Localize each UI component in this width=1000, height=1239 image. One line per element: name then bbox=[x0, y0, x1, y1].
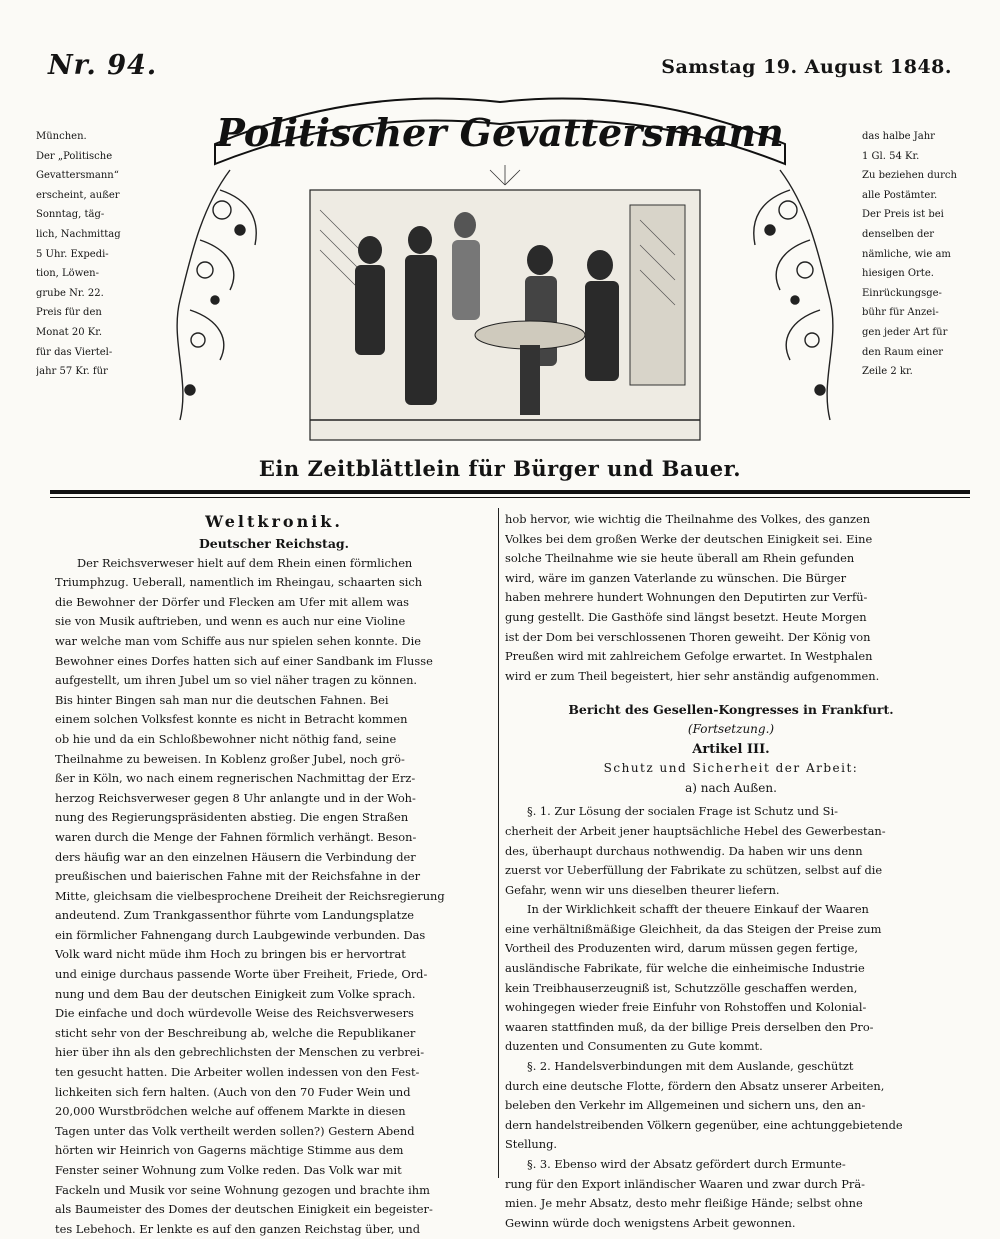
text-line: Fackeln und Musik vor seine Wohnung gezogen und brachte ihm bbox=[55, 1182, 430, 1197]
text-line: dern handelstreibenden Völkern gegenüber, eine achtunggebietende bbox=[505, 1117, 903, 1132]
text-line: Die einfache und doch würdevolle Weise des Reichsverwesers bbox=[55, 1006, 414, 1021]
issue-date: Samstag 19. August 1848. bbox=[661, 56, 952, 78]
text-line: mien. Je mehr Absatz, desto mehr fleißige Hände; selbst ohne bbox=[505, 1196, 863, 1211]
woodcut-illustration bbox=[160, 150, 850, 450]
text-line: haben mehrere hundert Wohnungen den Deputirten zur Verfü- bbox=[505, 590, 868, 605]
text-line: Gefahr, wenn wir uns dieselben theurer liefern. bbox=[505, 882, 780, 897]
masthead-subtitle: Ein Zeitblättlein für Bürger und Bauer. bbox=[258, 456, 742, 481]
notice-line: Der Preis ist bei bbox=[862, 209, 944, 221]
text-line: kein Treibhauserzeugniß ist, Schutzzölle geschaffen werden, bbox=[505, 980, 858, 995]
text-line: ein förmlicher Fahnengang durch Laubgewinde verbunden. Das bbox=[55, 927, 426, 942]
text-line: eine verhältnißmäßige Gleichheit, da das Steigen der Preise zum bbox=[505, 921, 882, 936]
notice-line: bühr für Anzei- bbox=[862, 307, 939, 319]
text-line: solche Theilnahme wie sie heute überall am Rhein gefunden bbox=[505, 551, 855, 566]
text-line: beleben den Verkehr im Allgemeinen und sichern uns, den an- bbox=[505, 1098, 866, 1113]
notice-line: Sonntag, täg- bbox=[36, 209, 105, 221]
text-line: wird, wäre im ganzen Vaterlande zu wünschen. Die Bürger bbox=[505, 570, 847, 585]
header-rule-thin bbox=[50, 497, 970, 498]
text-line: wird er zum Theil begeistert, hier sehr anständig aufgenommen. bbox=[505, 668, 880, 683]
text-line: die Bewohner der Dörfer und Flecken am Ufer mit allem was bbox=[55, 594, 410, 609]
text-line: und einige durchaus passende Worte über Freiheit, Friede, Ord- bbox=[55, 967, 428, 982]
text-line: tes Lebehoch. Er lenkte es auf den ganzen Reichstag über, und bbox=[55, 1221, 421, 1236]
article-subtitle: a) nach Außen. bbox=[685, 780, 777, 795]
text-line: Theilnahme zu beweisen. In Koblenz großer Jubel, noch grö- bbox=[55, 751, 405, 766]
text-line: sie von Musik auftrieben, und wenn es auch nur eine Violine bbox=[55, 614, 406, 629]
notice-line: 5 Uhr. Expedi- bbox=[36, 248, 109, 260]
text-line: preußischen und baierischen Fahne mit der Reichsfahne in der bbox=[55, 869, 421, 884]
text-line: Bis hinter Bingen sah man nur die deutschen Fahnen. Bei bbox=[55, 692, 389, 707]
article-continuation bbox=[505, 510, 957, 686]
report-heading: Bericht des Gesellen-Kongresses in Frankfurt. bbox=[568, 702, 894, 718]
text-line: cherheit der Arbeit jener hauptsächliche Hebel des Gewerbestan- bbox=[505, 823, 886, 838]
text-line: §. 1. Zur Lösung der socialen Frage ist Schutz und Si- bbox=[527, 804, 838, 819]
text-line: waren durch die Menge der Fahnen förmlich verhängt. Beson- bbox=[55, 829, 417, 844]
text-line: zuerst vor Ueberfüllung der Fabrikate zu schützen, selbst auf die bbox=[505, 863, 883, 878]
text-line: Mitte, gleichsam die vielbesprochene Dreiheit der Reichsregierung bbox=[55, 888, 445, 903]
section-subheading: Deutscher Reichstag. bbox=[198, 536, 350, 551]
text-line: nung und dem Bau der deutschen Einigkeit zum Volke sprach. bbox=[55, 986, 416, 1001]
text-line: des, überhaupt durchaus nothwendig. Da haben wir uns denn bbox=[505, 843, 863, 858]
section-heading: Weltkronik. bbox=[205, 512, 343, 531]
text-line: einem solchen Volksfest konnte es nicht in Betracht kommen bbox=[55, 712, 408, 727]
notice-line: Einrückungsge- bbox=[862, 287, 942, 299]
notice-line: denselben der bbox=[862, 228, 935, 240]
text-line: war welche man vom Schiffe aus nur spielen sehen konnte. Die bbox=[55, 633, 422, 648]
notice-line: Zeile 2 kr. bbox=[862, 366, 913, 378]
notice-line: Preis für den bbox=[36, 307, 102, 319]
column-right bbox=[505, 510, 957, 1233]
notice-line: Monat 20 Kr. bbox=[36, 326, 103, 338]
text-line: lichkeiten sich fern halten. (Auch von den 70 Fuder Wein und bbox=[55, 1084, 411, 1099]
notice-line: Der „Politische bbox=[36, 150, 113, 162]
table bbox=[475, 321, 585, 349]
notice-line: hiesigen Orte. bbox=[862, 268, 934, 280]
notice-line: alle Postämter. bbox=[862, 189, 938, 201]
notice-line: gen jeder Art für bbox=[862, 326, 948, 338]
notice-line: das halbe Jahr bbox=[862, 131, 935, 142]
text-line: Preußen wird mit zahlreichem Gefolge erwartet. In Westphalen bbox=[505, 649, 873, 664]
notice-line: lich, Nachmittag bbox=[36, 228, 121, 240]
text-line: andeutend. Zum Trankgassenthor führte vom Landungsplatze bbox=[55, 908, 414, 923]
article-number: Artikel III. bbox=[692, 741, 770, 757]
text-line: rung für den Export inländischer Waaren und zwar durch Prä- bbox=[505, 1176, 866, 1191]
subscription-info-left bbox=[36, 127, 146, 382]
notice-line: den Raum einer bbox=[862, 346, 944, 358]
notice-line: tion, Löwen- bbox=[36, 268, 99, 280]
text-line: Der Reichsverweser hielt auf dem Rhein einen förmlichen bbox=[77, 555, 413, 570]
text-line: Gewinn würde doch wenigstens Arbeit gewonnen. bbox=[505, 1215, 796, 1230]
text-line: herzog Reichsverweser gegen 8 Uhr anlangte und in der Woh- bbox=[55, 790, 416, 805]
text-line: hier über ihn als den gebrechlichsten der Menschen zu verbrei- bbox=[55, 1045, 425, 1060]
notice-line: für das Viertel- bbox=[36, 346, 113, 358]
column-divider bbox=[498, 508, 499, 1178]
text-line: Fenster seiner Wohnung zum Volke reden. Das Volk war mit bbox=[55, 1163, 402, 1177]
text-line: aufgestellt, um ihren Jubel um so viel näher tragen zu können. bbox=[55, 673, 418, 688]
text-line: wohingegen wieder freie Einfuhr von Rohstoffen und Kolonial- bbox=[505, 1000, 867, 1015]
notice-line: grube Nr. 22. bbox=[36, 287, 104, 299]
text-line: ob hie und da ein Schloßbewohner nicht nöthig fand, seine bbox=[55, 731, 397, 746]
text-line: ßer in Köln, wo nach einem regnerischen Nachmittag der Erz- bbox=[55, 771, 416, 786]
text-line: hörten wir Heinrich von Gagerns mächtige Stimme aus dem bbox=[55, 1143, 404, 1158]
text-line: Volk ward nicht müde ihm Hoch zu bringen bis er hervortrat bbox=[55, 947, 406, 962]
text-line: durch eine deutsche Flotte, fördern den Absatz unserer Arbeiten, bbox=[505, 1078, 885, 1093]
notice-line: erscheint, außer bbox=[36, 189, 120, 201]
masthead-title: Politischer Gevattersmann bbox=[216, 110, 784, 155]
text-line: duzenten und Consumenten zu Gute kommt. bbox=[505, 1039, 763, 1054]
text-line: sticht sehr von der Beschreibung ab, welche die Republikaner bbox=[55, 1025, 416, 1040]
header-rule bbox=[50, 490, 970, 494]
text-line: ten gesucht hatten. Die Arbeiter wollen indessen von den Fest- bbox=[55, 1065, 420, 1080]
subscription-info-right bbox=[862, 127, 972, 382]
notice-line: 1 Gl. 54 Kr. bbox=[862, 150, 920, 162]
text-line: Triumphzug. Ueberall, namentlich im Rheingau, schaarten sich bbox=[55, 575, 423, 590]
text-line: nung des Regierungspräsidenten abstieg. Die engen Straßen bbox=[55, 810, 409, 825]
notice-line: jahr 57 Kr. für bbox=[36, 366, 108, 378]
notice-line: Zu beziehen durch bbox=[862, 170, 957, 182]
article-body bbox=[505, 802, 957, 1233]
article-title: Schutz und Sicherheit der Arbeit: bbox=[603, 761, 859, 776]
text-line: ausländische Fabrikate, für welche die einheimische Industrie bbox=[505, 961, 865, 976]
text-line: Volkes bei dem großen Werke der deutschen Einigkeit sei. Eine bbox=[505, 531, 873, 546]
text-line: waaren stattfinden muß, da der billige Preis derselben den Pro- bbox=[505, 1019, 874, 1034]
right-foliage bbox=[754, 170, 833, 420]
text-line: hob hervor, wie wichtig die Theilnahme des Volkes, des ganzen bbox=[505, 512, 871, 526]
text-line: Vortheil des Produzenten wird, darum müssen gegen fertige, bbox=[505, 941, 858, 956]
text-line: Bewohner eines Dorfes hatten sich auf einer Sandbank im Flusse bbox=[55, 653, 433, 668]
notice-line: München. bbox=[36, 131, 87, 142]
text-line: §. 2. Handelsverbindungen mit dem Auslande, geschützt bbox=[527, 1059, 854, 1074]
left-foliage bbox=[177, 170, 256, 420]
text-line: ist der Dom bei verschlossenen Thoren geweiht. Der König von bbox=[505, 629, 871, 644]
text-line: 20,000 Wurstbrödchen welche auf offenem Markte in diesen bbox=[55, 1104, 406, 1119]
notice-line: nämliche, wie am bbox=[862, 248, 951, 260]
notice-line: Gevattersmann“ bbox=[36, 170, 119, 182]
article-body bbox=[55, 554, 493, 1239]
text-line: §. 3. Ebenso wird der Absatz gefördert durch Ermunte- bbox=[527, 1157, 846, 1171]
text-line: ders häufig war an den einzelnen Häusern die Verbindung der bbox=[55, 849, 416, 864]
issue-number: Nr. 94. bbox=[48, 50, 158, 81]
text-line: Tagen unter das Volk vertheilt werden sollen?) Gestern Abend bbox=[55, 1123, 415, 1138]
text-line: gung gestellt. Die Gasthöfe sind längst besetzt. Heute Morgen bbox=[505, 609, 867, 624]
text-line: Stellung. bbox=[505, 1137, 557, 1152]
column-left bbox=[55, 510, 493, 1239]
continuation-note: (Fortsetzung.) bbox=[687, 721, 775, 736]
text-line: In der Wirklichkeit schafft der theuere Einkauf der Waaren bbox=[527, 902, 869, 917]
text-line: als Baumeister des Domes der deutschen Einigkeit ein begeister- bbox=[55, 1202, 433, 1217]
